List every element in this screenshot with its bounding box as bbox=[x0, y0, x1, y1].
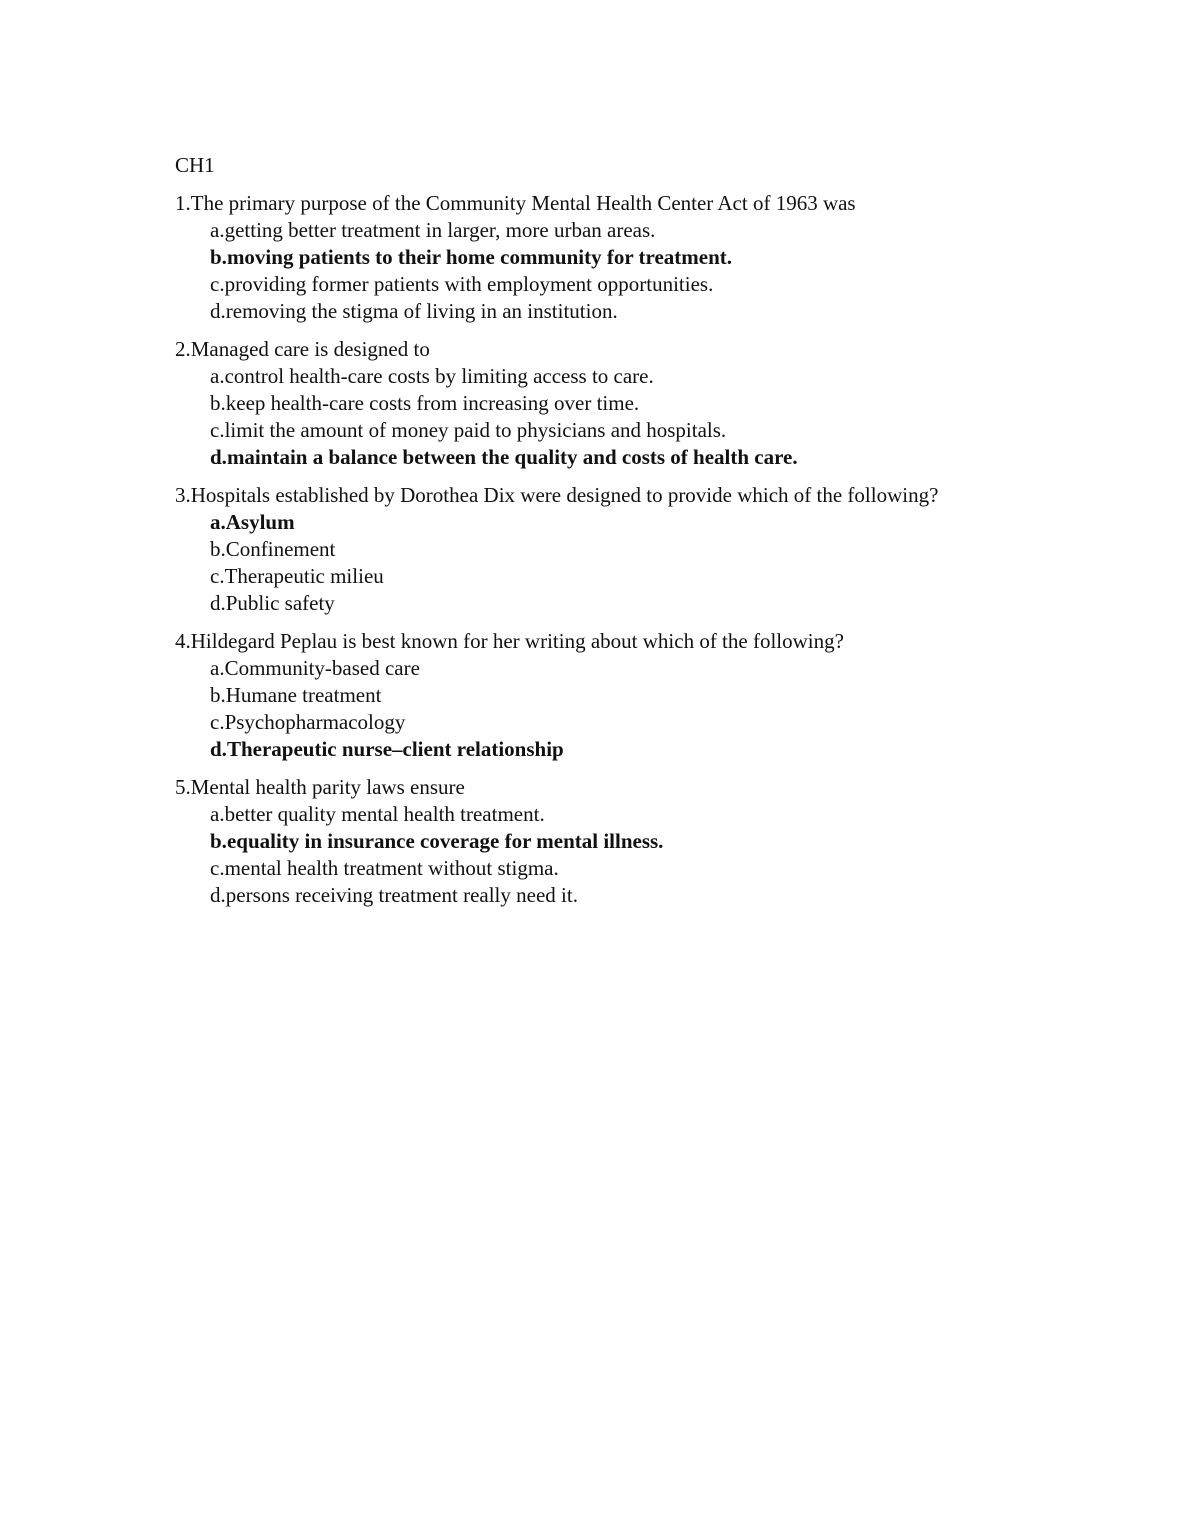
option-letter: d. bbox=[210, 299, 226, 323]
question-text: Hospitals established by Dorothea Dix were designed to provide which of the following? bbox=[190, 483, 939, 507]
option-text: moving patients to their home community for treatment. bbox=[226, 245, 733, 269]
answer-option bbox=[210, 801, 1075, 828]
option-text: Therapeutic milieu bbox=[224, 564, 384, 588]
answer-option bbox=[210, 271, 1075, 298]
option-text: Confinement bbox=[225, 537, 336, 561]
option-letter: a. bbox=[210, 218, 225, 242]
answer-option bbox=[210, 882, 1075, 909]
correct-answer-option bbox=[210, 509, 1075, 536]
question-number: 3. bbox=[175, 483, 191, 507]
question-1 bbox=[175, 190, 1075, 325]
option-text: removing the stigma of living in an institution. bbox=[225, 299, 618, 323]
question-5 bbox=[175, 774, 1075, 909]
chapter-heading: CH1 bbox=[175, 153, 215, 177]
option-letter: c. bbox=[210, 710, 225, 734]
question-list bbox=[175, 190, 1075, 909]
answer-options bbox=[175, 363, 1075, 471]
option-letter: a. bbox=[210, 364, 225, 388]
option-text: Community-based care bbox=[224, 656, 420, 680]
option-text: persons receiving treatment really need it. bbox=[225, 883, 578, 907]
question-number: 2. bbox=[175, 337, 191, 361]
option-letter: c. bbox=[210, 564, 225, 588]
question-2 bbox=[175, 336, 1075, 471]
answer-option bbox=[210, 855, 1075, 882]
option-letter: c. bbox=[210, 856, 225, 880]
option-letter: b. bbox=[210, 829, 227, 853]
correct-answer-option bbox=[210, 828, 1075, 855]
option-letter: b. bbox=[210, 683, 226, 707]
question-stem bbox=[175, 482, 1075, 509]
question-number: 1. bbox=[175, 191, 191, 215]
option-letter: c. bbox=[210, 418, 225, 442]
answer-option bbox=[210, 417, 1075, 444]
question-stem bbox=[175, 190, 1075, 217]
answer-option bbox=[210, 655, 1075, 682]
option-text: Asylum bbox=[225, 510, 295, 534]
question-text: Hildegard Peplau is best known for her writing about which of the following? bbox=[190, 629, 844, 653]
answer-option bbox=[210, 590, 1075, 617]
option-text: Psychopharmacology bbox=[224, 710, 406, 734]
correct-answer-option bbox=[210, 736, 1075, 763]
option-letter: b. bbox=[210, 391, 226, 415]
question-4 bbox=[175, 628, 1075, 763]
answer-option bbox=[210, 217, 1075, 244]
option-text: providing former patients with employment opportunities. bbox=[224, 272, 714, 296]
option-text: maintain a balance between the quality and costs of health care. bbox=[226, 445, 798, 469]
option-text: Humane treatment bbox=[225, 683, 382, 707]
option-letter: a. bbox=[210, 510, 226, 534]
answer-option bbox=[210, 298, 1075, 325]
document-page bbox=[175, 152, 1075, 920]
answer-option bbox=[210, 563, 1075, 590]
question-text: Managed care is designed to bbox=[190, 337, 430, 361]
answer-option bbox=[210, 536, 1075, 563]
option-text: getting better treatment in larger, more urban areas. bbox=[224, 218, 656, 242]
option-letter: a. bbox=[210, 656, 225, 680]
option-letter: d. bbox=[210, 445, 227, 469]
question-stem bbox=[175, 336, 1075, 363]
question-text: Mental health parity laws ensure bbox=[190, 775, 465, 799]
question-stem bbox=[175, 774, 1075, 801]
answer-option bbox=[210, 390, 1075, 417]
option-letter: b. bbox=[210, 537, 226, 561]
option-text: Therapeutic nurse–client relationship bbox=[226, 737, 564, 761]
option-text: mental health treatment without stigma. bbox=[224, 856, 559, 880]
answer-option bbox=[210, 363, 1075, 390]
option-text: equality in insurance coverage for mental illness. bbox=[226, 829, 664, 853]
answer-option bbox=[210, 682, 1075, 709]
option-letter: c. bbox=[210, 272, 225, 296]
answer-options bbox=[175, 509, 1075, 617]
question-3 bbox=[175, 482, 1075, 617]
option-letter: a. bbox=[210, 802, 225, 826]
option-text: control health-care costs by limiting access to care. bbox=[224, 364, 654, 388]
answer-options bbox=[175, 801, 1075, 909]
answer-options bbox=[175, 217, 1075, 325]
correct-answer-option bbox=[210, 244, 1075, 271]
option-letter: d. bbox=[210, 883, 226, 907]
question-number: 5. bbox=[175, 775, 191, 799]
option-text: limit the amount of money paid to physicians and hospitals. bbox=[224, 418, 727, 442]
option-text: better quality mental health treatment. bbox=[224, 802, 545, 826]
option-letter: b. bbox=[210, 245, 227, 269]
question-number: 4. bbox=[175, 629, 191, 653]
answer-options bbox=[175, 655, 1075, 763]
answer-option bbox=[210, 709, 1075, 736]
option-letter: d. bbox=[210, 591, 226, 615]
question-stem bbox=[175, 628, 1075, 655]
question-text: The primary purpose of the Community Mental Health Center Act of 1963 was bbox=[190, 191, 856, 215]
option-text: Public safety bbox=[225, 591, 335, 615]
correct-answer-option bbox=[210, 444, 1075, 471]
option-text: keep health-care costs from increasing over time. bbox=[225, 391, 640, 415]
option-letter: d. bbox=[210, 737, 227, 761]
